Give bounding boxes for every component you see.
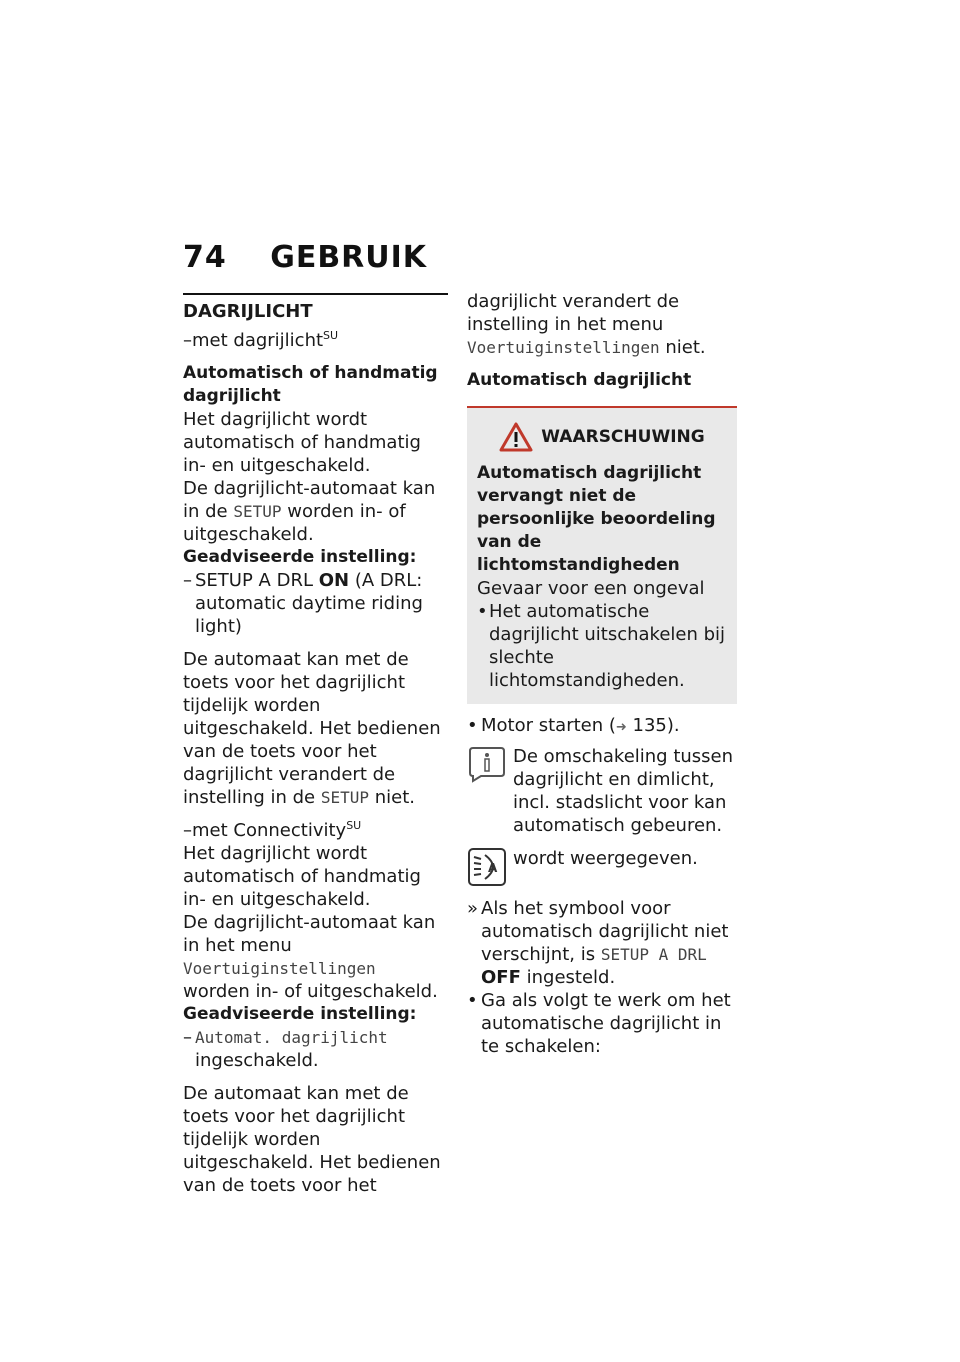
list-item: – SETUP A DRL ON (A DRL: automatic daytime riding light) (183, 570, 423, 637)
paragraph: De dagrijlicht-automaat kan in de SETUP worden in- of uitgeschakeld. (183, 478, 436, 545)
reference-arrow-icon: ➜ (615, 720, 627, 735)
condition-item: » Als het symbool voor automatisch dagrijlicht niet verschijnt, is SETUP A DRL OFF ingesteld. (467, 898, 729, 988)
symbol-text: wordt weergegeven. (513, 848, 698, 869)
warning-item: • Het automatische dagrijlicht uitschakelen bij slechte lichtomstandigheden. (477, 601, 726, 691)
subheading: Automatisch dagrijlicht (467, 370, 692, 390)
step-item: • Motor starten (➜ 135). (467, 714, 737, 739)
paragraph: De automaat kan met de toets voor het dagrijlicht tijdelijk worden uitgeschakeld. Het bedienen van de toets voor het (183, 1083, 441, 1196)
subheading: Automatisch of handmatig dagrijlicht (183, 363, 438, 406)
auto-light-icon (467, 847, 507, 887)
warning-box (467, 406, 737, 704)
variant-label: –met Connectivity$^{SU}$ (183, 819, 362, 841)
paragraph: Het dagrijlicht wordt automatisch of handmatig in- en uitgeschakeld. (183, 843, 421, 910)
warning-triangle-icon (499, 422, 533, 452)
svg-text:A: A (488, 861, 498, 875)
page-header (183, 240, 427, 275)
chapter-title: GEBRUIK (270, 240, 428, 275)
list-item: – Automat. dagrijlicht ingeschakeld. (183, 1027, 388, 1071)
right-column (467, 290, 737, 1058)
paragraph: De automaat kan met de toets voor het dagrijlicht tijdelijk worden uitgeschakeld. Het bedienen van de toets voor het dagrijlicht verandert de instelling in de SETUP niet. (183, 649, 441, 808)
paragraph: Het dagrijlicht wordt automatisch of handmatig in- en uitgeschakeld. (183, 409, 421, 476)
warning-title: WAARSCHUWING (477, 422, 727, 452)
page-number: 74 (183, 240, 227, 275)
warning-subtext: Gevaar voor een ongeval (477, 578, 705, 599)
paragraph: dagrijlicht verandert de instelling in het menu Voertuiginstellingen niet. (467, 291, 706, 358)
variant-label: –met dagrijlicht$^{SU}$ (183, 329, 339, 351)
step-item: • Ga als volgt te werk om het automatische dagrijlicht in te schakelen: (467, 990, 731, 1057)
info-text: De omschakeling tussen dagrijlicht en dimlicht, incl. stadslicht voor kan automatisch gebeuren. (513, 746, 734, 836)
section-title: DAGRIJLICHT (183, 301, 313, 322)
symbol-note (467, 847, 737, 887)
advised-heading: Geadviseerde instelling: (183, 1004, 417, 1024)
advised-heading: Geadviseerde instelling: (183, 547, 417, 567)
info-note (467, 745, 737, 837)
info-icon (467, 745, 507, 783)
section-rule (183, 293, 448, 295)
left-column (183, 293, 448, 1197)
warning-heading: Automatisch dagrijlicht vervangt niet de persoonlijke beoordeling van de lichtomstandigheden (477, 463, 716, 575)
paragraph: De dagrijlicht-automaat kan in het menu Voertuiginstellingen worden in- of uitgeschakeld. (183, 912, 438, 1002)
